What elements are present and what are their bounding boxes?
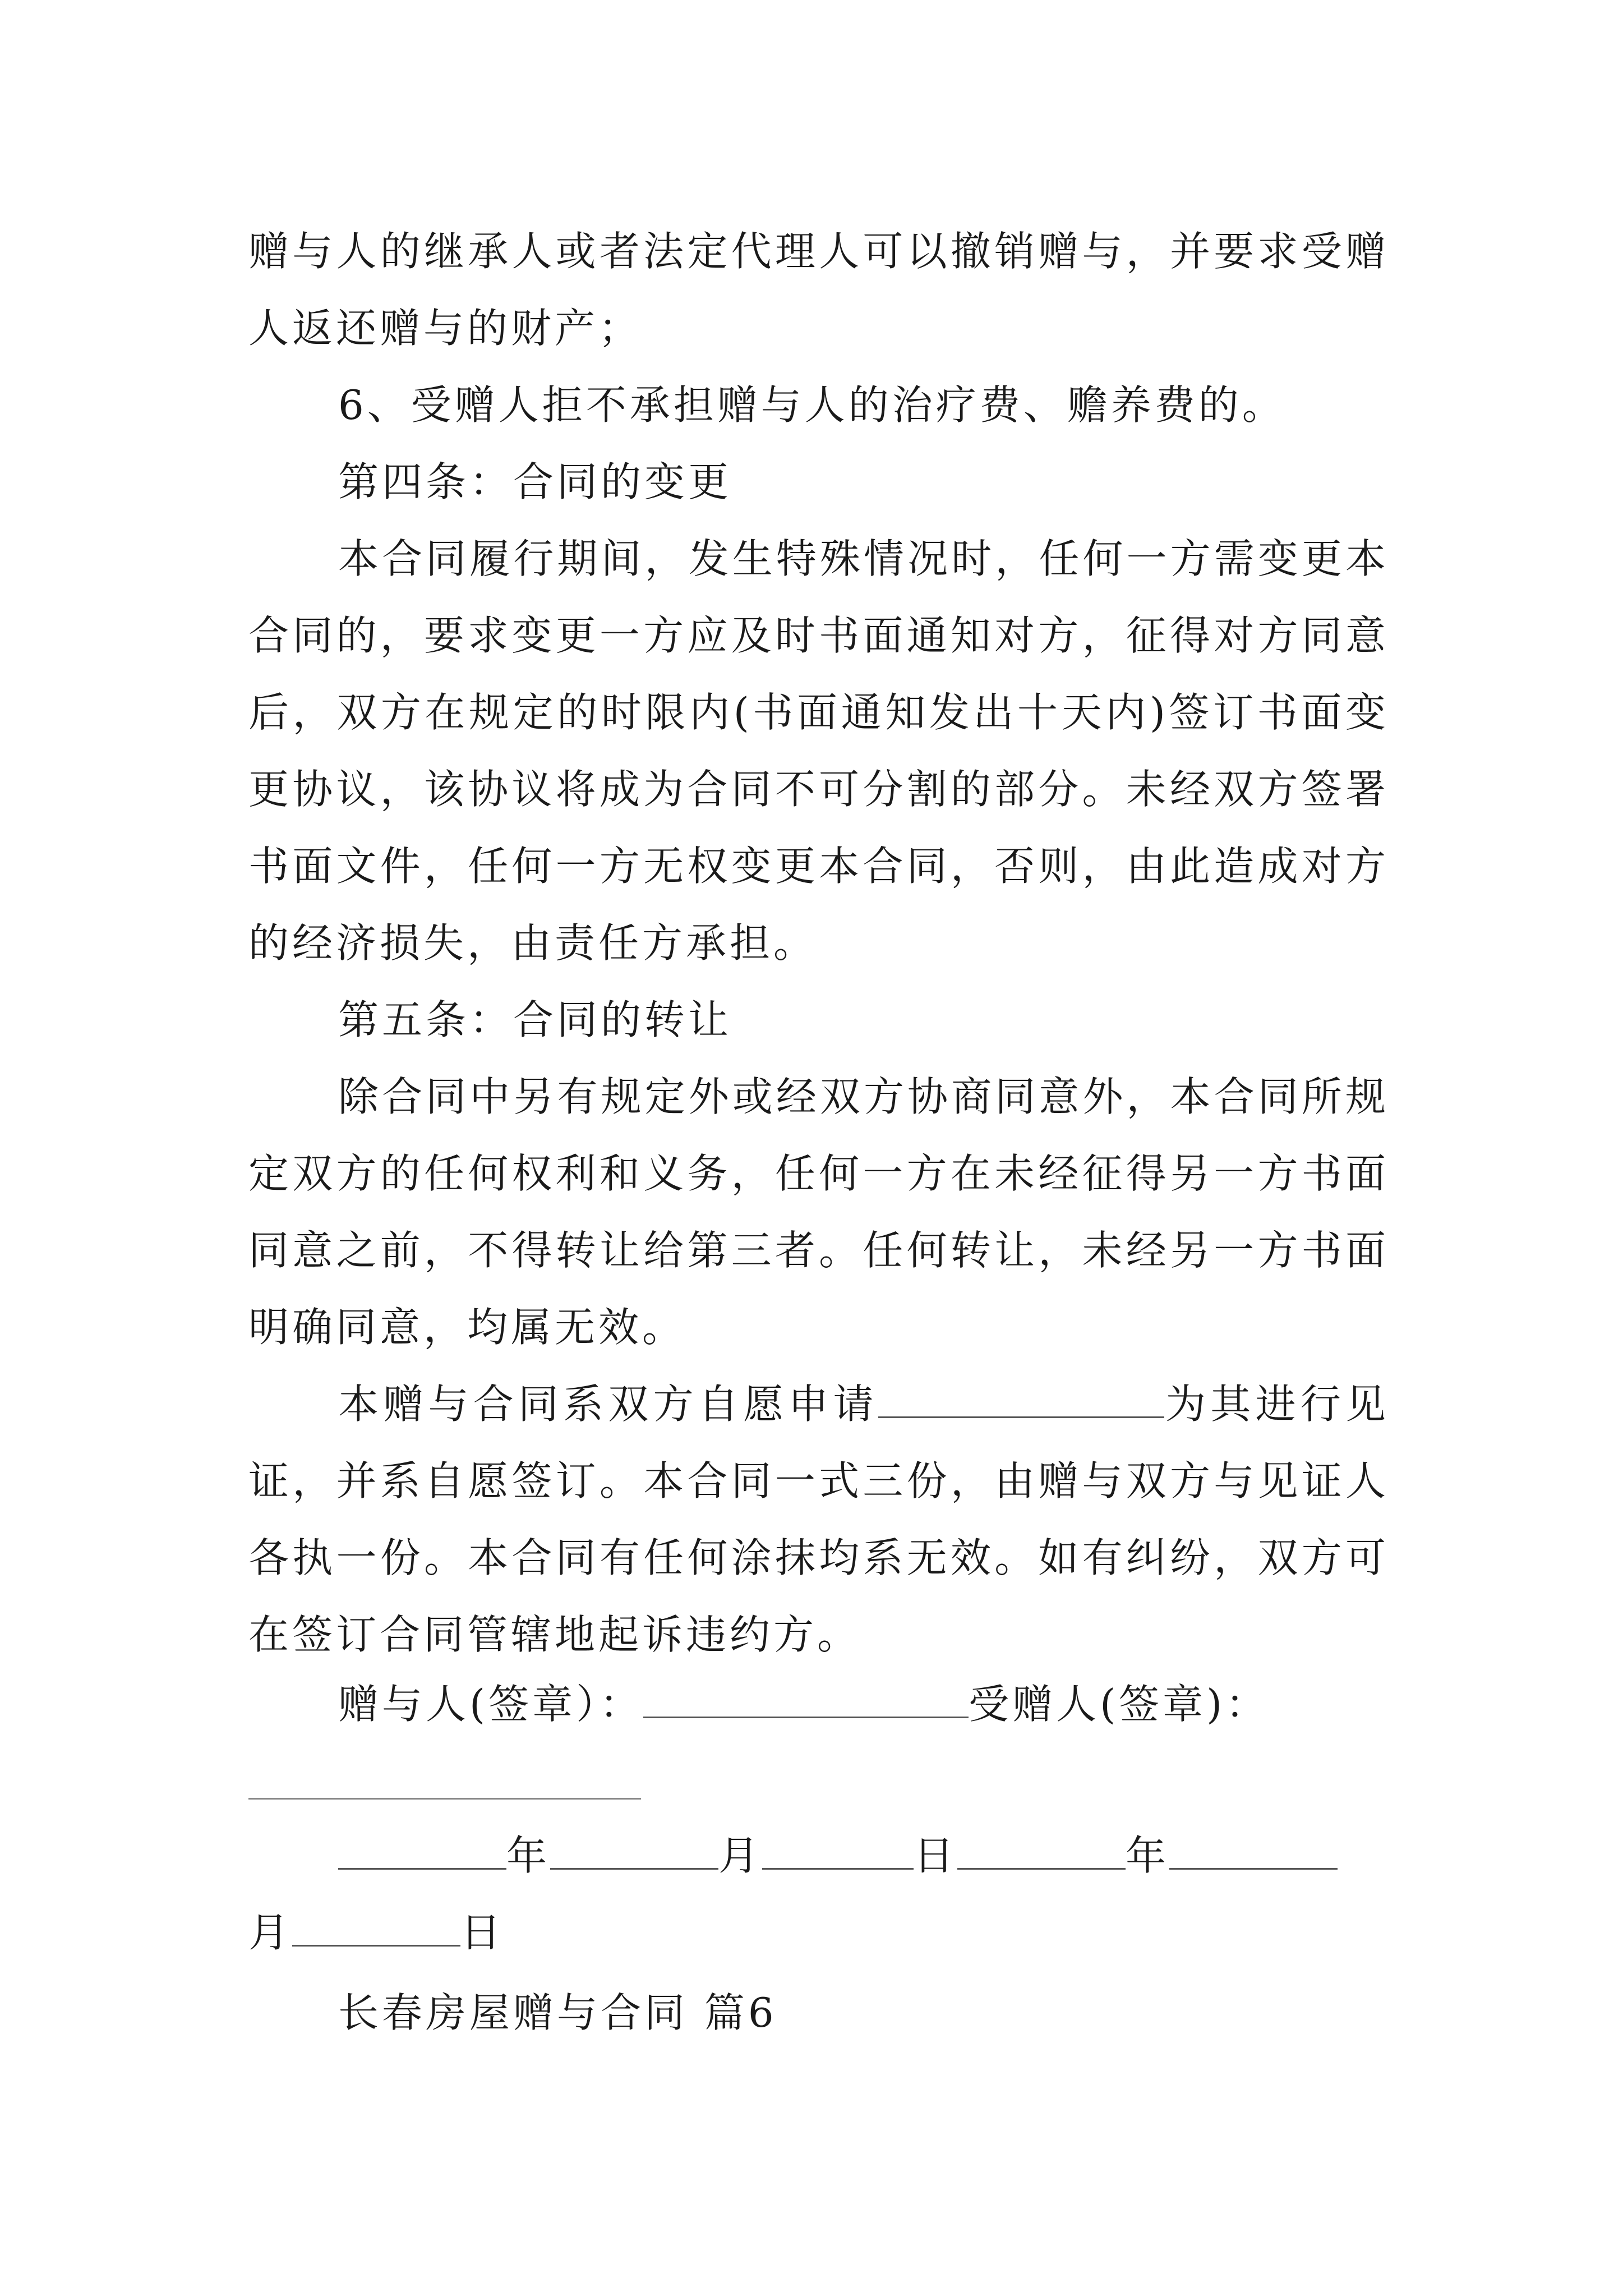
date-blank-month-2 — [1169, 1829, 1338, 1870]
month-label-2: 月 — [248, 1909, 293, 1956]
document-body — [248, 213, 1389, 1673]
paragraph-article-5: 除合同中另有规定外或经双方协商同意外，本合同所规定双方的任何权利和义务，任何一方在未经征得另一方书面同意之前，不得转让给第三者。任何转让，未经另一方书面明确同意，均属无效。 — [248, 1073, 1389, 1351]
year-label-2: 年 — [1126, 1832, 1170, 1879]
year-label-1: 年 — [506, 1832, 551, 1879]
donee-signature-label: 受赠人(签章)： — [969, 1681, 1270, 1728]
date-blank-day-2 — [292, 1906, 460, 1947]
next-section-title: 长春房屋赠与合同 篇6 — [338, 1989, 777, 2036]
witness-paragraph — [248, 1366, 1389, 1673]
article-4-heading: 第四条：合同的变更 — [338, 458, 732, 505]
witness-blank — [878, 1377, 1164, 1418]
day-label-1: 日 — [914, 1832, 958, 1879]
donor-signature-label: 赠与人(签章）： — [338, 1681, 644, 1728]
donee-signature-blank-line — [248, 1798, 641, 1800]
date-blank-day-1 — [762, 1829, 914, 1870]
date-blank-month-1 — [550, 1829, 718, 1870]
date-blank-year-1 — [338, 1829, 506, 1870]
witness-text-after: 为其进行见证，并系自愿签订。本合同一式三份，由赠与双方与见证人各执一份。本合同有任何涂抹均系无效。如有纠纷，双方可在签订合同管辖地起诉违约方。 — [248, 1381, 1389, 1658]
day-label-2: 日 — [460, 1909, 505, 1956]
date-row — [248, 1818, 1389, 1894]
witness-text-before: 本赠与合同系双方自愿申请 — [338, 1381, 878, 1428]
article-5-heading: 第五条：合同的转让 — [338, 996, 732, 1043]
donor-signature-blank — [643, 1677, 969, 1718]
paragraph-1: 赠与人的继承人或者法定代理人可以撤销赠与，并要求受赠人返还赠与的财产； — [248, 228, 1389, 352]
paragraph-article-4: 本合同履行期间，发生特殊情况时，任何一方需变更本合同的，要求变更一方应及时书面通知对方，征得对方同意后，双方在规定的时限内(书面通知发出十天内)签订书面变更协议，该协议将成为合同不可分割的部分。未经双方签署书面文件，任何一方无权变更本合同，否则，由此造成对方的经济损失，由责任方承担。 — [248, 535, 1389, 967]
month-label-1: 月 — [718, 1832, 763, 1879]
date-blank-year-2 — [957, 1829, 1126, 1870]
date-row-continued — [248, 1894, 504, 1971]
signature-row — [248, 1666, 1389, 1743]
paragraph-2: 6、受赠人拒不承担赠与人的治疗费、赡养费的。 — [338, 381, 1286, 429]
